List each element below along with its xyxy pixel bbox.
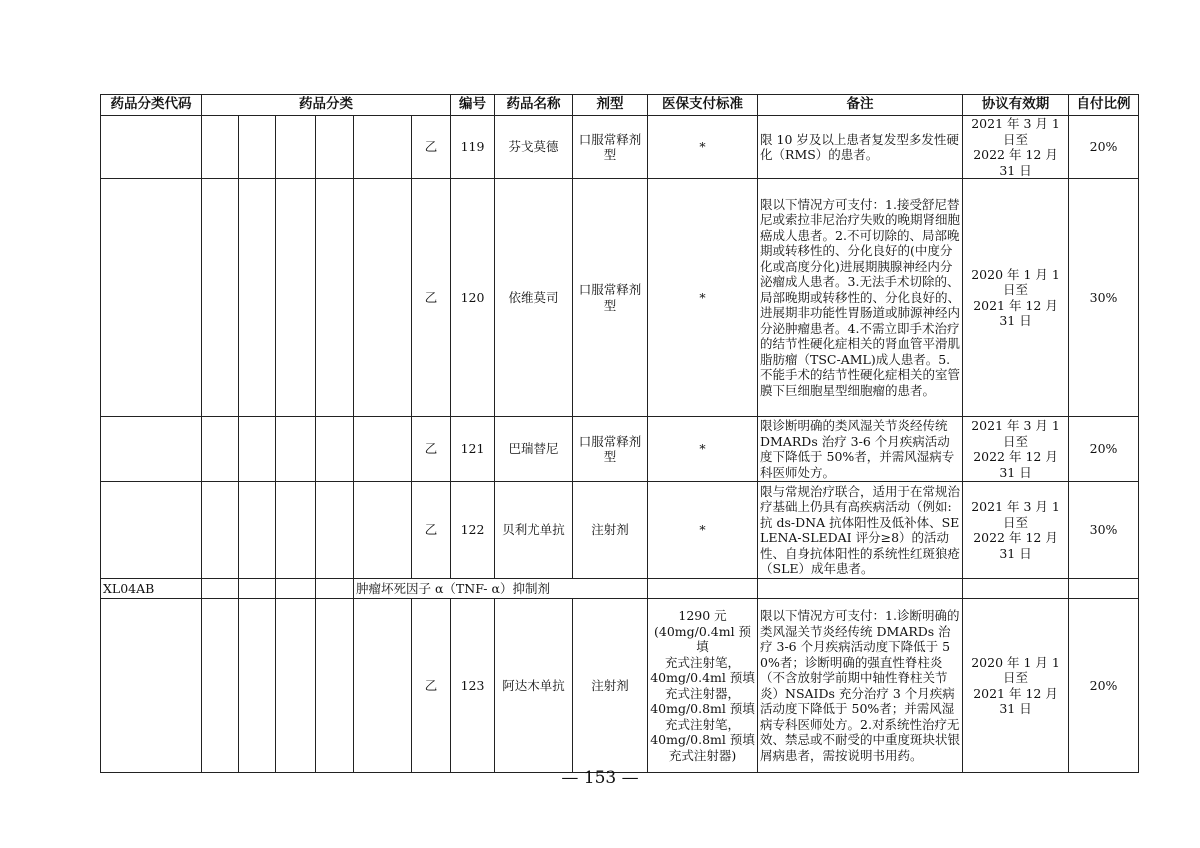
validity-cell: [963, 179, 1069, 417]
validity-cell: [963, 599, 1069, 773]
validity-start: 2021 年 3 月 1 日至: [971, 499, 1060, 530]
validity-end: 2021 年 12 月 31 日: [973, 297, 1058, 328]
drug-name-cell: 阿达木单抗: [495, 599, 573, 773]
level-cell: 乙: [412, 179, 451, 417]
number-cell: 123: [451, 599, 495, 773]
form-cell: 注射剂: [573, 599, 648, 773]
table-row: [101, 116, 1139, 179]
ratio-cell: 30%: [1069, 482, 1139, 579]
validity-end: 2021 年 12 月 31 日: [973, 685, 1058, 716]
standard-line: (40mg/0.4ml 预填: [654, 623, 752, 654]
validity-start: 2021 年 3 月 1 日至: [971, 116, 1060, 147]
drug-name-cell: 芬戈莫德: [495, 116, 573, 179]
header-standard: 医保支付标准: [648, 95, 758, 116]
level-cell: 乙: [412, 482, 451, 579]
header-row: [101, 95, 1139, 116]
level-cell: 乙: [412, 116, 451, 179]
standard-line: 40mg/0.4ml 预填: [650, 670, 755, 685]
drug-name-cell: 依维莫司: [495, 179, 573, 417]
standard-cell: *: [648, 482, 758, 579]
ratio-cell: 20%: [1069, 417, 1139, 482]
header-number: 编号: [451, 95, 495, 116]
validity-end: 2022 年 12 月 31 日: [973, 449, 1058, 480]
page-number: — 153 —: [561, 768, 639, 788]
number-cell: 120: [451, 179, 495, 417]
number-cell: 119: [451, 116, 495, 179]
standard-line: 充式注射笔，: [665, 654, 741, 670]
header-form: 剂型: [573, 95, 648, 116]
remarks-cell: 限以下情况方可支付：1.接受舒尼替尼或索拉非尼治疗失败的晚期肾细胞癌成人患者。2.不可切除的、局部晚期或转移性的、分化良好的(中度分化或高度分化)进展期胰腺神经内分泌瘤成人患者。3.无法手术切除的、局部晚期或转移性的、分化良好的、进展期非功能性胃肠道或肺源神经内分泌肿瘤患者。4.不需立即手术治疗的结节性硬化症相关的肾血管平滑肌脂肪瘤（TSC-AML)成人患者。5.不能手术的结节性硬化症相关的室管膜下巨细胞星型细胞瘤的患者。: [758, 179, 963, 417]
remarks-cell: 限 10 岁及以上患者复发型多发性硬化（RMS）的患者。: [758, 116, 963, 179]
table-row: [101, 417, 1139, 482]
standard-cell: *: [648, 417, 758, 482]
table-row: [101, 482, 1139, 579]
standard-cell: *: [648, 116, 758, 179]
validity-cell: [963, 116, 1069, 179]
category-code: XL04AB: [101, 579, 202, 599]
ratio-cell: 20%: [1069, 599, 1139, 773]
validity-start: 2020 年 1 月 1 日至: [971, 266, 1060, 297]
drug-name-cell: 巴瑞替尼: [495, 417, 573, 482]
standard-line: 充式注射笔，: [665, 716, 741, 732]
validity-end: 2022 年 12 月 31 日: [973, 530, 1058, 561]
level-cell: 乙: [412, 599, 451, 773]
standard-cell: *: [648, 179, 758, 417]
table-row: [101, 179, 1139, 417]
standard-line: 充式注射器): [668, 747, 737, 763]
standard-line: 1290 元: [678, 608, 727, 623]
validity-start: 2020 年 1 月 1 日至: [971, 654, 1060, 685]
table-row: [101, 599, 1139, 773]
form-cell: 注射剂: [573, 482, 648, 579]
category-name: 肿瘤坏死因子 α（TNF- α）抑制剂: [354, 579, 648, 599]
form-cell: 口服常释剂型: [573, 417, 648, 482]
standard-line: 40mg/0.8ml 预填: [650, 732, 755, 747]
form-cell: 口服常释剂型: [573, 179, 648, 417]
header-name: 药品名称: [495, 95, 573, 116]
form-cell: 口服常释剂型: [573, 116, 648, 179]
header-validity: 协议有效期: [963, 95, 1069, 116]
ratio-cell: 30%: [1069, 179, 1139, 417]
validity-end: 2022 年 12 月 31 日: [973, 147, 1058, 178]
validity-cell: [963, 482, 1069, 579]
header-code: 药品分类代码: [101, 95, 202, 116]
header-category: 药品分类: [202, 95, 451, 116]
level-cell: 乙: [412, 417, 451, 482]
validity-cell: [963, 417, 1069, 482]
validity-start: 2021 年 3 月 1 日至: [971, 418, 1060, 449]
header-remarks: 备注: [758, 95, 963, 116]
remarks-cell: 限诊断明确的类风湿关节炎经传统 DMARDs 治疗 3-6 个月疾病活动度下降低于 50%者，并需风湿病专科医师处方。: [758, 417, 963, 482]
number-cell: 121: [451, 417, 495, 482]
number-cell: 122: [451, 482, 495, 579]
remarks-cell: 限与常规治疗联合，适用于在常规治疗基础上仍具有高疾病活动（例如:抗 ds-DNA 抗体阳性及低补体、SELENA-SLEDAI 评分≥8）的活动性、自身抗体阳性的系统性红斑狼疮（SLE）成年患者。: [758, 482, 963, 579]
header-ratio: 自付比例: [1069, 95, 1139, 116]
drug-name-cell: 贝利尤单抗: [495, 482, 573, 579]
standard-line: 充式注射器，: [665, 685, 741, 701]
drug-table: [100, 94, 1139, 773]
remarks-cell: 限以下情况方可支付：1.诊断明确的类风湿关节炎经传统 DMARDs 治疗 3-6 个月疾病活动度下降低于 50%者；诊断明确的强直性脊柱炎（不含放射学前期中轴性脊柱关节炎）NSAIDs 充分治疗 3 个月疾病活动度下降低于 50%者；并需风湿病专科医师处方。2.对系统性治疗无效、禁忌或不耐受的中重度斑块状银屑病患者，需按说明书用药。: [758, 599, 963, 773]
ratio-cell: 20%: [1069, 116, 1139, 179]
standard-line: 40mg/0.8ml 预填: [650, 701, 755, 716]
standard-cell: [648, 599, 758, 773]
category-row: [101, 579, 1139, 599]
